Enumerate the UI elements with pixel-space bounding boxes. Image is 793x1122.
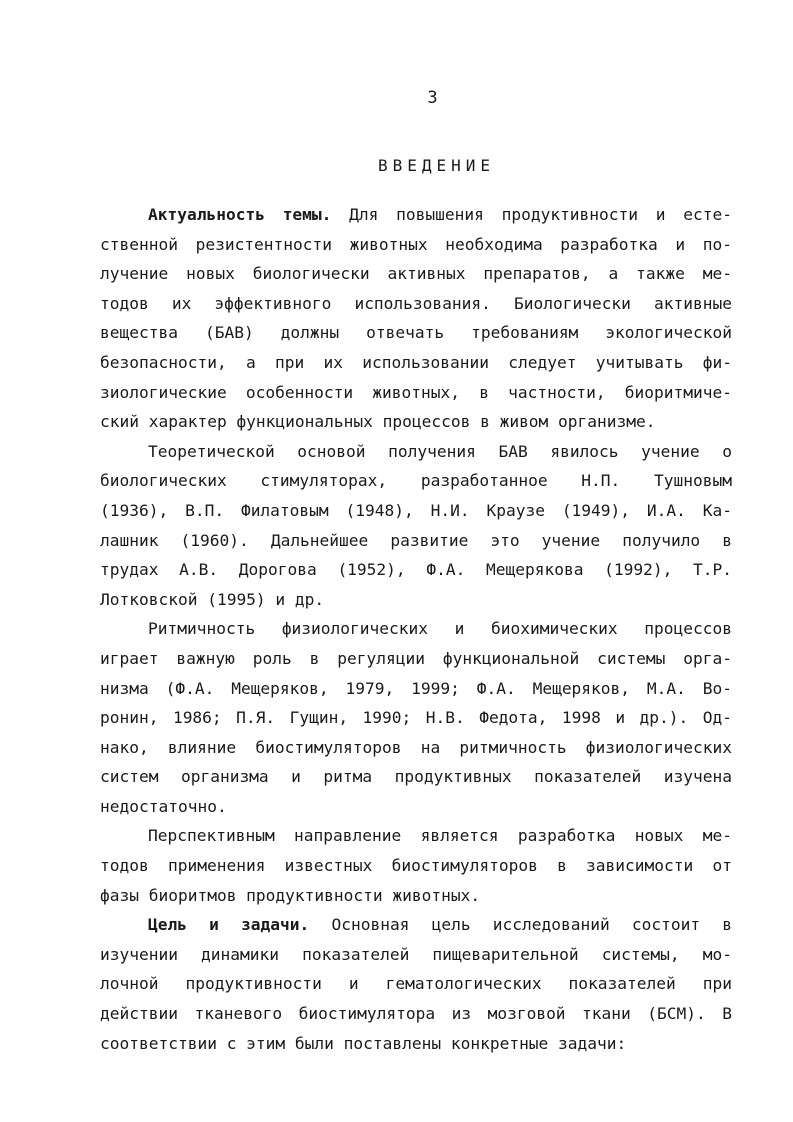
text-line: Теоретической основой получения БАВ явилось учение о — [148, 441, 732, 461]
paragraph-theory — [100, 437, 732, 615]
text-line: Ритмичность физиологических и биохимических процессов — [148, 619, 732, 639]
text-line: безопасности, а при их использовании следует учитывать фи- — [100, 352, 732, 372]
line-text: Для повышения продуктивности и есте- — [331, 205, 732, 224]
text-line: нако, влияние биостимуляторов на ритмичность физиологических — [100, 737, 732, 757]
text-line: ственной резистентности животных необходима разработка и по- — [100, 234, 732, 254]
text-line: систем организма и ритма продуктивных показателей изучена — [100, 767, 732, 787]
section-heading: ВВЕДЕНИЕ — [377, 156, 496, 175]
text-line: Перспективным направление является разработка новых ме- — [148, 826, 732, 846]
text-line: фазы биоритмов продуктивности животных. — [100, 885, 481, 905]
paragraph-perspective — [100, 821, 732, 910]
paragraph-rhythm — [100, 614, 732, 821]
bold-lead: Цель и задачи. — [148, 915, 310, 935]
text-line: соответствии с этим были поставлены конкретные задачи: — [100, 1033, 627, 1053]
text-line: играет важную роль в регуляции функциональной системы орга- — [100, 648, 732, 668]
text-line — [100, 910, 732, 940]
page-number: 3 — [427, 88, 438, 108]
body-text — [100, 200, 732, 1058]
text-line: тодов применения известных биостимуляторов в зависимости от — [100, 856, 732, 876]
text-line — [100, 200, 732, 230]
line-text: Основная цель исследований состоит в — [309, 915, 732, 935]
text-line: низма (Ф.А. Мещеряков, 1979, 1999; Ф.А. Мещеряков, М.А. Во- — [100, 678, 732, 698]
paragraph-relevance — [100, 200, 732, 437]
text-line: ский характер функциональных процессов в живом организме. — [100, 412, 656, 432]
text-line: изучении динамики показателей пищеварительной системы, мо- — [100, 944, 732, 964]
text-line: действии тканевого биостимулятора из мозговой ткани (БСМ). В — [100, 1004, 732, 1024]
text-line: зиологические особенности животных, в частности, биоритмиче- — [100, 382, 732, 402]
paragraph-goals — [100, 910, 732, 1058]
text-line: лашник (1960). Дальнейшее развитие это учение получило в — [100, 530, 732, 550]
text-line: трудах А.В. Дорогова (1952), Ф.А. Мещерякова (1992), Т.Р. — [100, 560, 732, 580]
text-line: лочной продуктивности и гематологических показателей при — [100, 974, 732, 994]
text-line: недостаточно. — [100, 796, 227, 816]
text-line: Лотковской (1995) и др. — [100, 589, 325, 609]
text-line: ронин, 1986; П.Я. Гущин, 1990; Н.В. Федота, 1998 и др.). Од- — [100, 708, 732, 728]
text-line: лучение новых биологически активных препаратов, а также ме- — [100, 264, 732, 284]
text-line: (1936), В.П. Филатовым (1948), Н.И. Краузе (1949), И.А. Ка- — [100, 500, 732, 520]
text-line: биологических стимуляторах, разработанное Н.П. Тушновым — [100, 471, 732, 491]
text-line: тодов их эффективного использования. Биологически активные — [100, 293, 732, 313]
bold-lead: Актуальность темы. — [148, 205, 332, 224]
text-line: вещества (БАВ) должны отвечать требованиям экологической — [100, 323, 732, 343]
